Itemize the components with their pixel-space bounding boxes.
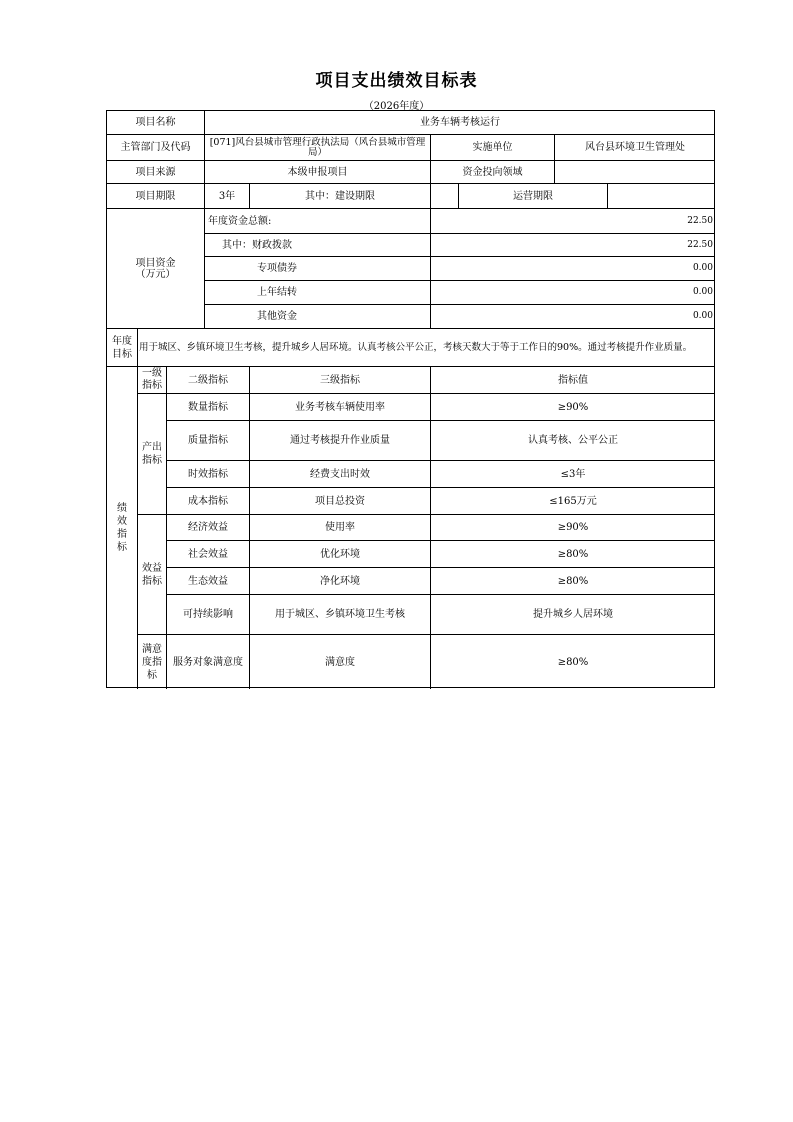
indicator-level3: 满意度 bbox=[250, 635, 431, 689]
value-fund-other: 0.00 bbox=[431, 305, 715, 329]
header-level2: 二级指标 bbox=[167, 367, 250, 394]
indicator-value: ≤3年 bbox=[431, 461, 715, 488]
group-output: 产出 指标 bbox=[138, 394, 167, 515]
value-fund-fiscal: 22.50 bbox=[431, 234, 715, 257]
fiscal-year: （2026年度） bbox=[363, 101, 430, 112]
indicator-level3: 净化环境 bbox=[250, 568, 431, 595]
indicator-level3: 通过考核提升作业质量 bbox=[250, 421, 431, 461]
header-index-value: 指标值 bbox=[431, 367, 715, 394]
indicator-level2: 经济效益 bbox=[167, 515, 250, 541]
value-source: 本级申报项目 bbox=[205, 161, 431, 184]
indicator-level2: 时效指标 bbox=[167, 461, 250, 488]
value-fund-bond: 0.00 bbox=[431, 257, 715, 281]
header-level1: 一级 指标 bbox=[138, 367, 167, 394]
indicator-level3: 使用率 bbox=[250, 515, 431, 541]
label-impl-unit: 实施单位 bbox=[431, 135, 555, 161]
group-benefit: 效益 指标 bbox=[138, 515, 167, 635]
label-op-period: 运营期限 bbox=[459, 184, 608, 209]
label-build-period: 其中：建设期限 bbox=[250, 184, 431, 209]
label-fund-total: 年度资金总额: bbox=[205, 209, 431, 234]
indicator-value: ≥80% bbox=[431, 568, 715, 595]
value-op-period bbox=[608, 184, 715, 209]
indicator-level3: 经费支出时效 bbox=[250, 461, 431, 488]
indicator-level2: 可持续影响 bbox=[167, 595, 250, 635]
label-fund-other: 其他资金 bbox=[205, 305, 431, 329]
label-source: 项目来源 bbox=[107, 161, 205, 184]
performance-target-table bbox=[106, 110, 715, 688]
indicator-level2: 生态效益 bbox=[167, 568, 250, 595]
indicator-value: 认真考核、公平公正 bbox=[431, 421, 715, 461]
indicator-level2: 质量指标 bbox=[167, 421, 250, 461]
label-perf: 绩 效 指 标 bbox=[107, 367, 138, 689]
label-dept: 主管部门及代码 bbox=[107, 135, 205, 161]
value-dept: [071]风台县城市管理行政执法局（风台县城市管理局） bbox=[205, 135, 431, 161]
value-field bbox=[555, 161, 715, 184]
indicator-level2: 服务对象满意度 bbox=[167, 635, 250, 689]
indicator-value: ≥80% bbox=[557, 656, 589, 668]
value-fund-total: 22.50 bbox=[431, 209, 715, 234]
indicator-value: ≤165万元 bbox=[431, 488, 715, 515]
value-period: 3年 bbox=[205, 184, 250, 209]
indicator-value: ≥90% bbox=[431, 515, 715, 541]
indicator-level3: 项目总投资 bbox=[250, 488, 431, 515]
indicator-value: 提升城乡人居环境 bbox=[431, 595, 715, 635]
label-fund-bond: 专项债券 bbox=[205, 257, 431, 281]
page-title: 项目支出绩效目标表 bbox=[315, 71, 478, 91]
indicator-value: ≥80% bbox=[431, 541, 715, 568]
indicator-level2: 数量指标 bbox=[167, 394, 250, 421]
label-period: 项目期限 bbox=[107, 184, 205, 209]
indicator-level2: 社会效益 bbox=[167, 541, 250, 568]
label-fund-fiscal: 其中：财政拨款 bbox=[205, 234, 431, 257]
indicator-level2: 成本指标 bbox=[167, 488, 250, 515]
label-annual-goal: 年度 目标 bbox=[107, 329, 138, 367]
value-fund-prev: 0.00 bbox=[431, 281, 715, 305]
value-annual-goal: 用于城区、乡镇环境卫生考核，提升城乡人居环境。认真考核公平公正，考核天数大于等于工作日的90%。通过考核提升作业质量。 bbox=[138, 329, 715, 367]
indicator-level3: 用于城区、乡镇环境卫生考核 bbox=[250, 595, 431, 635]
indicator-value: ≥90% bbox=[431, 394, 715, 421]
value-build-period bbox=[431, 184, 459, 209]
indicator-level3: 业务考核车辆使用率 bbox=[250, 394, 431, 421]
label-field: 资金投向领域 bbox=[431, 161, 555, 184]
label-fund-prev: 上年结转 bbox=[205, 281, 431, 305]
value-project-name: 业务车辆考核运行 bbox=[205, 111, 715, 135]
header-level3: 三级指标 bbox=[250, 367, 431, 394]
label-project-name: 项目名称 bbox=[107, 111, 205, 135]
label-fund: 项目资金 （万元） bbox=[107, 209, 205, 329]
group-satisfaction: 满意 度指 标 bbox=[138, 635, 167, 689]
value-impl-unit: 风台县环境卫生管理处 bbox=[555, 135, 715, 161]
indicator-level3: 优化环境 bbox=[250, 541, 431, 568]
